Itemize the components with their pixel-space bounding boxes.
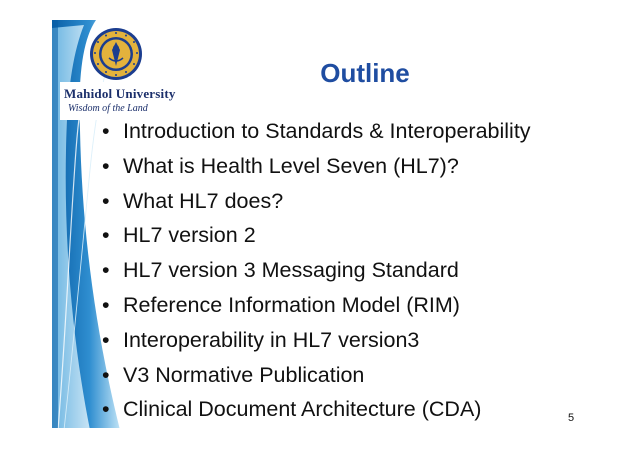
bullet-dot: • (102, 292, 110, 317)
list-item (102, 116, 531, 151)
list-item-text: Reference Information Model (RIM) (123, 292, 460, 317)
bullet-dot: • (102, 119, 110, 143)
list-item-text: What HL7 does? (123, 188, 284, 213)
list-item (102, 255, 531, 290)
list-item (102, 290, 531, 325)
bullet-dot: • (102, 223, 110, 248)
bullet-dot: • (102, 258, 110, 283)
list-item-text: HL7 version 3 Messaging Standard (123, 258, 459, 283)
list-item-text: HL7 version 2 (123, 223, 256, 248)
bullet-list (102, 116, 531, 429)
list-item-text: Introduction to Standards & Interoperability (123, 119, 531, 143)
list-item (102, 186, 531, 221)
list-item (102, 220, 531, 255)
university-name: Mahidol University (64, 86, 176, 101)
list-item-text: What is Health Level Seven (HL7)? (123, 153, 459, 178)
list-item-text: Interoperability in HL7 version3 (123, 327, 420, 352)
slide-title: Outline (320, 58, 410, 88)
page-number: 5 (568, 412, 575, 424)
bullet-dot: • (102, 362, 110, 387)
list-item (102, 394, 531, 429)
bullet-dot: • (102, 397, 110, 422)
list-item (102, 360, 531, 395)
bullet-dot: • (102, 153, 110, 178)
bullet-dot: • (102, 327, 110, 352)
bullet-dot: • (102, 188, 110, 213)
list-item-text: V3 Normative Publication (123, 362, 365, 387)
list-item (102, 325, 531, 360)
mahidol-seal-icon (78, 26, 154, 82)
university-tagline: Wisdom of the Land (68, 103, 148, 114)
list-item-text: Clinical Document Architecture (CDA) (123, 397, 482, 422)
list-item (102, 151, 531, 186)
